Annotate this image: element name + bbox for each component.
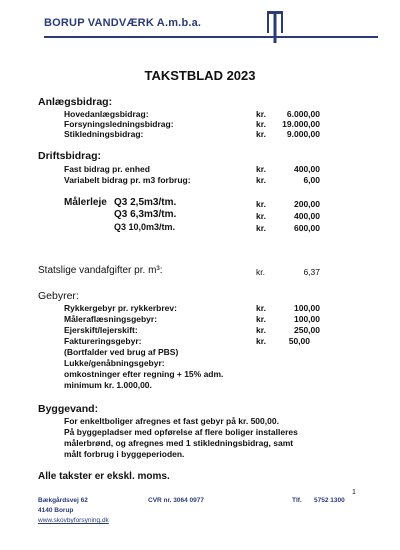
amount-value: 9.000,00 bbox=[286, 129, 320, 139]
water-tower-logo-icon bbox=[260, 10, 290, 44]
lukke-line: omkostninger efter regning + 15% adm. bbox=[64, 369, 224, 379]
phone-label: Tlf. bbox=[292, 497, 302, 504]
amount-value: 6,00 bbox=[303, 175, 320, 185]
list-item-label: Ejerskift/lejerskift: bbox=[64, 325, 138, 335]
list-item-label: Rykkergebyr pr. rykkerbrev: bbox=[64, 303, 177, 313]
lukke-line: minimum kr. 1.000,00. bbox=[64, 380, 152, 390]
currency-label: kr. bbox=[256, 267, 265, 277]
pbs-note: (Bortfalder ved brug af PBS) bbox=[64, 347, 179, 357]
currency-label: kr. bbox=[256, 211, 266, 221]
statslige-label: Statslige vandafgifter pr. m³: bbox=[38, 265, 163, 276]
section-heading-byggevand: Byggevand: bbox=[38, 403, 99, 415]
byggevand-line: målt forbrug i byggeperioden. bbox=[64, 449, 185, 459]
list-item-label: Stikledningsbidrag: bbox=[64, 129, 144, 139]
phone-number: 5752 1300 bbox=[314, 497, 345, 504]
currency-label: kr. bbox=[256, 199, 266, 209]
amount-value: 400,00 bbox=[294, 211, 320, 221]
currency-label: kr. bbox=[256, 223, 266, 233]
amount-value: 100,00 bbox=[294, 314, 320, 324]
currency-label: kr. bbox=[256, 303, 266, 313]
cvr-number: CVR nr. 3064 0977 bbox=[148, 497, 205, 504]
byggevand-line: På byggepladser med opførelse af flere boliger installeres bbox=[64, 427, 298, 437]
currency-label: kr. bbox=[256, 129, 266, 139]
maalerleje-label: Målerleje bbox=[64, 197, 107, 208]
list-item-label: Forsyningsledningsbidrag: bbox=[64, 119, 174, 129]
byggevand-line: For enkeltboliger afregnes et fast gebyr på kr. 500,00. bbox=[64, 416, 279, 426]
list-item-label: Q3 2,5m3/tm. bbox=[114, 197, 177, 208]
amount-value: 200,00 bbox=[294, 199, 320, 209]
website-link[interactable]: www.skovbyforsyning.dk bbox=[38, 517, 109, 524]
header-rule bbox=[44, 36, 378, 38]
currency-label: kr. bbox=[256, 336, 266, 346]
list-item-label: Q3 10,0m3/tm. bbox=[114, 222, 176, 232]
byggevand-line: målerbrønd, og afregnes med 1 stikledningsbidrag, samt bbox=[64, 438, 294, 448]
currency-label: kr. bbox=[256, 119, 266, 129]
amount-value: 100,00 bbox=[294, 303, 320, 313]
page-number: 1 bbox=[352, 489, 356, 496]
currency-label: kr. bbox=[256, 175, 266, 185]
list-item-label: Q3 6,3m3/tm. bbox=[114, 209, 177, 220]
lukke-label: Lukke/genåbningsgebyr: bbox=[64, 358, 165, 368]
amount-value: 250,00 bbox=[294, 325, 320, 335]
page-title: TAKSTBLAD 2023 bbox=[144, 68, 256, 83]
vat-note: Alle takster er ekskl. moms. bbox=[38, 471, 170, 482]
section-heading-gebyrer: Gebyrer: bbox=[38, 290, 79, 302]
amount-value: 6.000,00 bbox=[286, 109, 320, 119]
currency-label: kr. bbox=[256, 325, 266, 335]
footer-address-line: Bækgårdsvej 62 bbox=[38, 497, 88, 504]
section-heading-drift: Driftsbidrag: bbox=[38, 150, 101, 162]
amount-value: 6,37 bbox=[303, 267, 320, 277]
list-item-label: Faktureringsgebyr: bbox=[64, 336, 142, 346]
currency-label: kr. bbox=[256, 164, 266, 174]
list-item-label: Hovedanlægsbidrag: bbox=[64, 109, 149, 119]
amount-value: 600,00 bbox=[294, 223, 320, 233]
currency-label: kr. bbox=[256, 109, 266, 119]
amount-value: 400,00 bbox=[294, 164, 320, 174]
section-heading-anlaeg: Anlægsbidrag: bbox=[38, 96, 113, 108]
currency-label: kr. bbox=[256, 314, 266, 324]
amount-value: 50,00 bbox=[288, 336, 310, 346]
list-item-label: Fast bidrag pr. enhed bbox=[64, 164, 150, 174]
org-name: BORUP VANDVÆRK A.m.b.a. bbox=[44, 17, 202, 29]
list-item-label: Variabelt bidrag pr. m3 forbrug: bbox=[64, 175, 191, 185]
amount-value: 19.000,00 bbox=[282, 119, 320, 129]
list-item-label: Måleraflæsningsgebyr: bbox=[64, 314, 158, 324]
footer-address-line: 4140 Borup bbox=[38, 507, 74, 514]
